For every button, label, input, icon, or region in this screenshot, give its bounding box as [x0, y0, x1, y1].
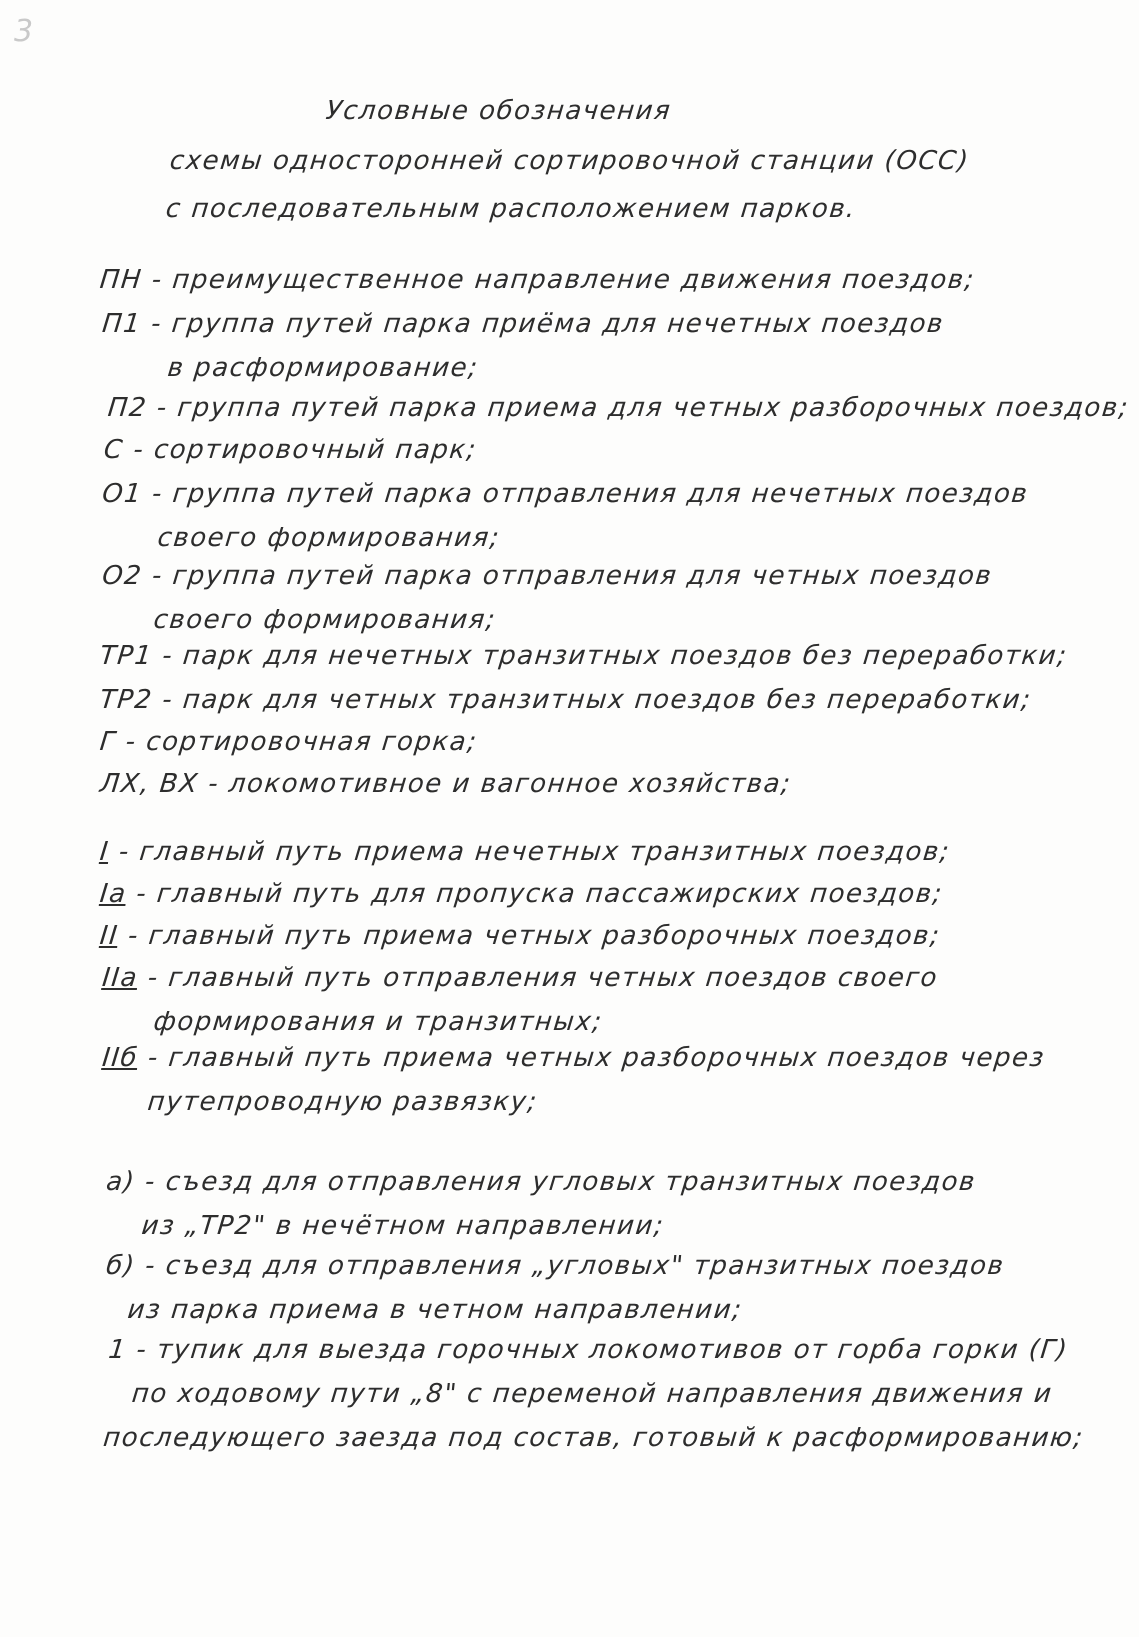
legend-item-pn	[98, 265, 976, 295]
legend-item-crossover-a	[100, 1167, 977, 1241]
legend-line: ТР2 - парк для четных транзитных поездов без переработки;	[98, 685, 1034, 715]
legend-line: ЛХ, ВХ - локомотивное и вагонное хозяйства;	[98, 769, 793, 799]
track-mark: Iа	[98, 879, 129, 909]
legend-line: - главный путь для пропуска пассажирских поездов;	[125, 879, 945, 909]
legend-line: Г - сортировочная горка;	[98, 727, 480, 757]
legend-line-continued: по ходовому пути „8" с переменой направления движения и	[130, 1379, 1055, 1409]
legend-line-continued: путепроводную развязку;	[146, 1087, 540, 1117]
legend-line: - главный путь отправления четных поездов своего	[136, 963, 940, 993]
legend-item-track-ia	[98, 879, 944, 909]
legend-line: С - сортировочный парк;	[102, 435, 479, 465]
legend-line: - главный путь приема четных разборочных поездов;	[116, 921, 942, 951]
legend-line-continued: из „ТР2" в нечётном направлении;	[140, 1211, 666, 1241]
legend-item-o2	[96, 561, 994, 635]
legend-item-track-iib	[96, 1043, 1046, 1117]
track-mark: IIб	[100, 1043, 140, 1073]
legend-line: б) - съезд для отправления „угловых" транзитных поездов	[104, 1251, 1007, 1281]
legend-line-continued: в расформирование;	[166, 353, 481, 383]
legend-item-crossover-b	[100, 1251, 1006, 1325]
legend-line: 1 - тупик для выезда горочных локомотивов от горба горки (Г)	[107, 1335, 1070, 1365]
legend-item-s	[102, 435, 478, 465]
title-line-3: с последовательным расположением парков.	[164, 194, 858, 224]
legend-line-continued: своего формирования;	[152, 605, 498, 635]
legend-line-continued: из парка приема в четном направлении;	[126, 1295, 745, 1325]
title-line-1: Условные обозначения	[324, 96, 673, 126]
legend-item-tr2	[98, 685, 1033, 715]
title-line-2: схемы односторонней сортировочной станции (ОСС)	[168, 146, 971, 176]
legend-item-o1	[96, 479, 1030, 553]
legend-item-track-ii	[98, 921, 941, 951]
legend-line: а) - съезд для отправления угловых транзитных поездов	[104, 1167, 978, 1197]
legend-line: - главный путь приема нечетных транзитных поездов;	[107, 837, 952, 867]
legend-line-continued: своего формирования;	[156, 523, 502, 553]
legend-line-continued: формирования и транзитных;	[152, 1007, 605, 1037]
legend-line: - главный путь приема четных разборочных поездов через	[136, 1043, 1047, 1073]
legend-line-continued: последующего заезда под состав, готовый к расформированию;	[101, 1423, 1086, 1453]
legend-line: ТР1 - парк для нечетных транзитных поездов без переработки;	[98, 641, 1069, 671]
legend-item-g	[98, 727, 479, 757]
legend-line: П2 - группа путей парка приема для четных разборочных поездов;	[106, 393, 1131, 423]
legend-item-lh-vh	[98, 769, 793, 799]
legend-line: П1 - группа путей парка приёма для нечетных поездов	[100, 309, 946, 339]
legend-item-p2	[106, 393, 1130, 423]
legend-item-track-i	[98, 837, 951, 867]
legend-item-p1	[96, 309, 945, 383]
legend-line: О1 - группа путей парка отправления для нечетных поездов	[100, 479, 1030, 509]
legend-item-deadend-1	[98, 1335, 1095, 1453]
legend-item-tr1	[98, 641, 1069, 671]
page-number: 3	[14, 14, 34, 49]
track-mark: II	[98, 921, 120, 951]
legend-line: ПН - преимущественное направление движения поездов;	[98, 265, 977, 295]
legend-item-track-iia	[96, 963, 940, 1037]
track-mark: IIа	[100, 963, 140, 993]
track-mark: I	[98, 837, 111, 867]
legend-line: О2 - группа путей парка отправления для четных поездов	[100, 561, 994, 591]
